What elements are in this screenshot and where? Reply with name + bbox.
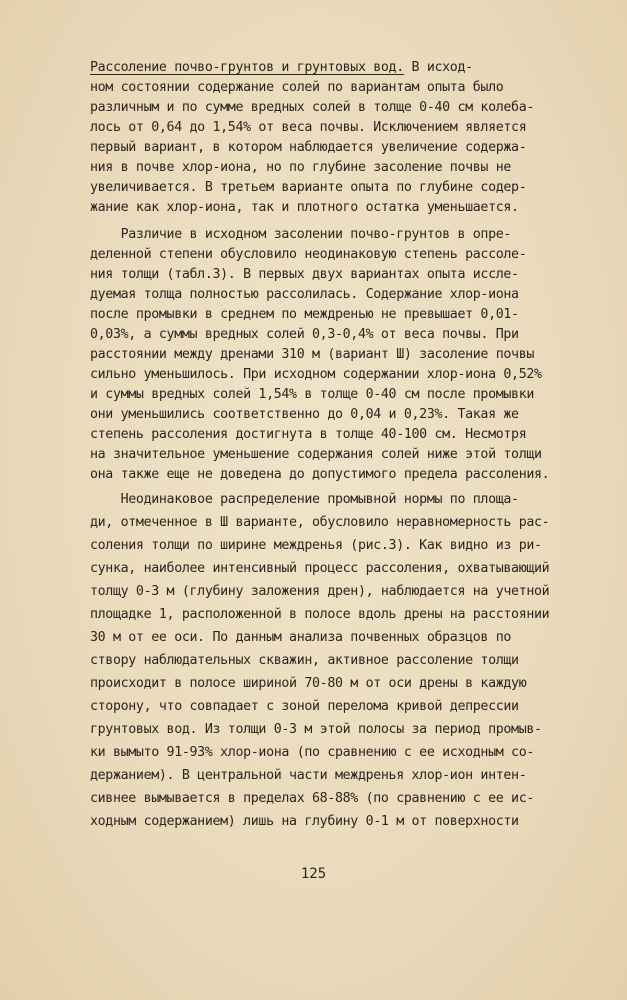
text-line: ния в почве хлор-иона, но по глубине засоление почвы не — [90, 160, 512, 175]
text-line: дуемая толща полностью рассолилась. Содержание хлор-иона — [90, 287, 519, 302]
text-line: происходит в полосе шириной 70-80 м от оси дрены в каждую — [90, 676, 527, 691]
text-line: сунка, наиболее интенсивный процесс рассоления, охватывающий — [90, 561, 550, 576]
text-line: и суммы вредных солей 1,54% в толще 0-40 см после промывки — [90, 387, 535, 402]
text-line: держанием). В центральной части междренья хлор-ион интен- — [90, 768, 527, 783]
text-line: створу наблюдательных скважин, активное рассоление толщи — [90, 653, 519, 668]
text-line: 30 м от ее оси. По данным анализа почвенных образцов по — [90, 630, 512, 645]
section-heading: Рассоление почво-грунтов и грунтовых вод. — [90, 60, 404, 75]
text-line — [90, 58, 473, 78]
text-line: жание как хлор-иона, так и плотного остатка уменьшается. — [90, 200, 519, 215]
text-line: лось от 0,64 до 1,54% от веса почвы. Исключением является — [90, 120, 527, 135]
text-line: на значительное уменьшение содержания солей ниже этой толщи — [90, 447, 542, 462]
page-number: 125 — [300, 866, 327, 882]
text-line: Неодинаковое распределение промывной нормы по площа- — [90, 492, 519, 507]
text-line: толщу 0-3 м (глубину заложения дрен), наблюдается на учетной — [90, 584, 550, 599]
text-line: различным и по сумме вредных солей в толще 0-40 см колеба- — [90, 100, 535, 115]
text-line: ки вымыто 91-93% хлор-иона (по сравнению с ее исходным со- — [90, 745, 535, 760]
text-line: соления толщи по ширине междренья (рис.3). Как видно из ри- — [90, 538, 542, 553]
text-line: ном состоянии содержание солей по вариантам опыта было — [90, 80, 504, 95]
text-line: 0,03%, а суммы вредных солей 0,3-0,4% от веса почвы. При — [90, 327, 519, 342]
text-line: они уменьшились соответственно до 0,04 и 0,23%. Такая же — [90, 407, 519, 422]
text-line: площадке 1, расположенной в полосе вдоль дрены на расстоянии — [90, 607, 550, 622]
text-line: ходным содержанием) лишь на глубину 0-1 м от поверхности — [90, 814, 519, 829]
text-line: после промывки в среднем по междренью не превышает 0,01- — [90, 307, 519, 322]
text-line: расстоянии между дренами 310 м (вариант Ш) засоление почвы — [90, 347, 535, 362]
text-line: ния толщи (табл.3). В первых двух вариантах опыта иссле- — [90, 267, 519, 282]
text-line: деленной степени обусловило неодинаковую степень рассоле- — [90, 247, 527, 262]
text-line: Различие в исходном засолении почво-грунтов в опре- — [90, 227, 512, 242]
text-line: степень рассоления достигнута в толще 40-100 см. Несмотря — [90, 427, 527, 442]
text-line: грунтовых вод. Из толщи 0-3 м этой полосы за период промыв- — [90, 722, 542, 737]
text-line: увеличивается. В третьем варианте опыта по глубине содер- — [90, 180, 527, 195]
text-line: сильно уменьшилось. При исходном содержании хлор-иона 0,52% — [90, 367, 542, 382]
text-line: ди, отмеченное в Ш варианте, обусловило неравномерность рас- — [90, 515, 550, 530]
text-line: первый вариант, в котором наблюдается увеличение содержа- — [90, 140, 527, 155]
text-line: сторону, что совпадает с зоной перелома кривой депрессии — [90, 699, 519, 714]
heading-line-rest: В исход- — [403, 60, 473, 75]
text-line: она также еще не доведена до допустимого предела рассоления. — [90, 467, 550, 482]
text-line: сивнее вымывается в пределах 68-88% (по сравнению с ее ис- — [90, 791, 535, 806]
